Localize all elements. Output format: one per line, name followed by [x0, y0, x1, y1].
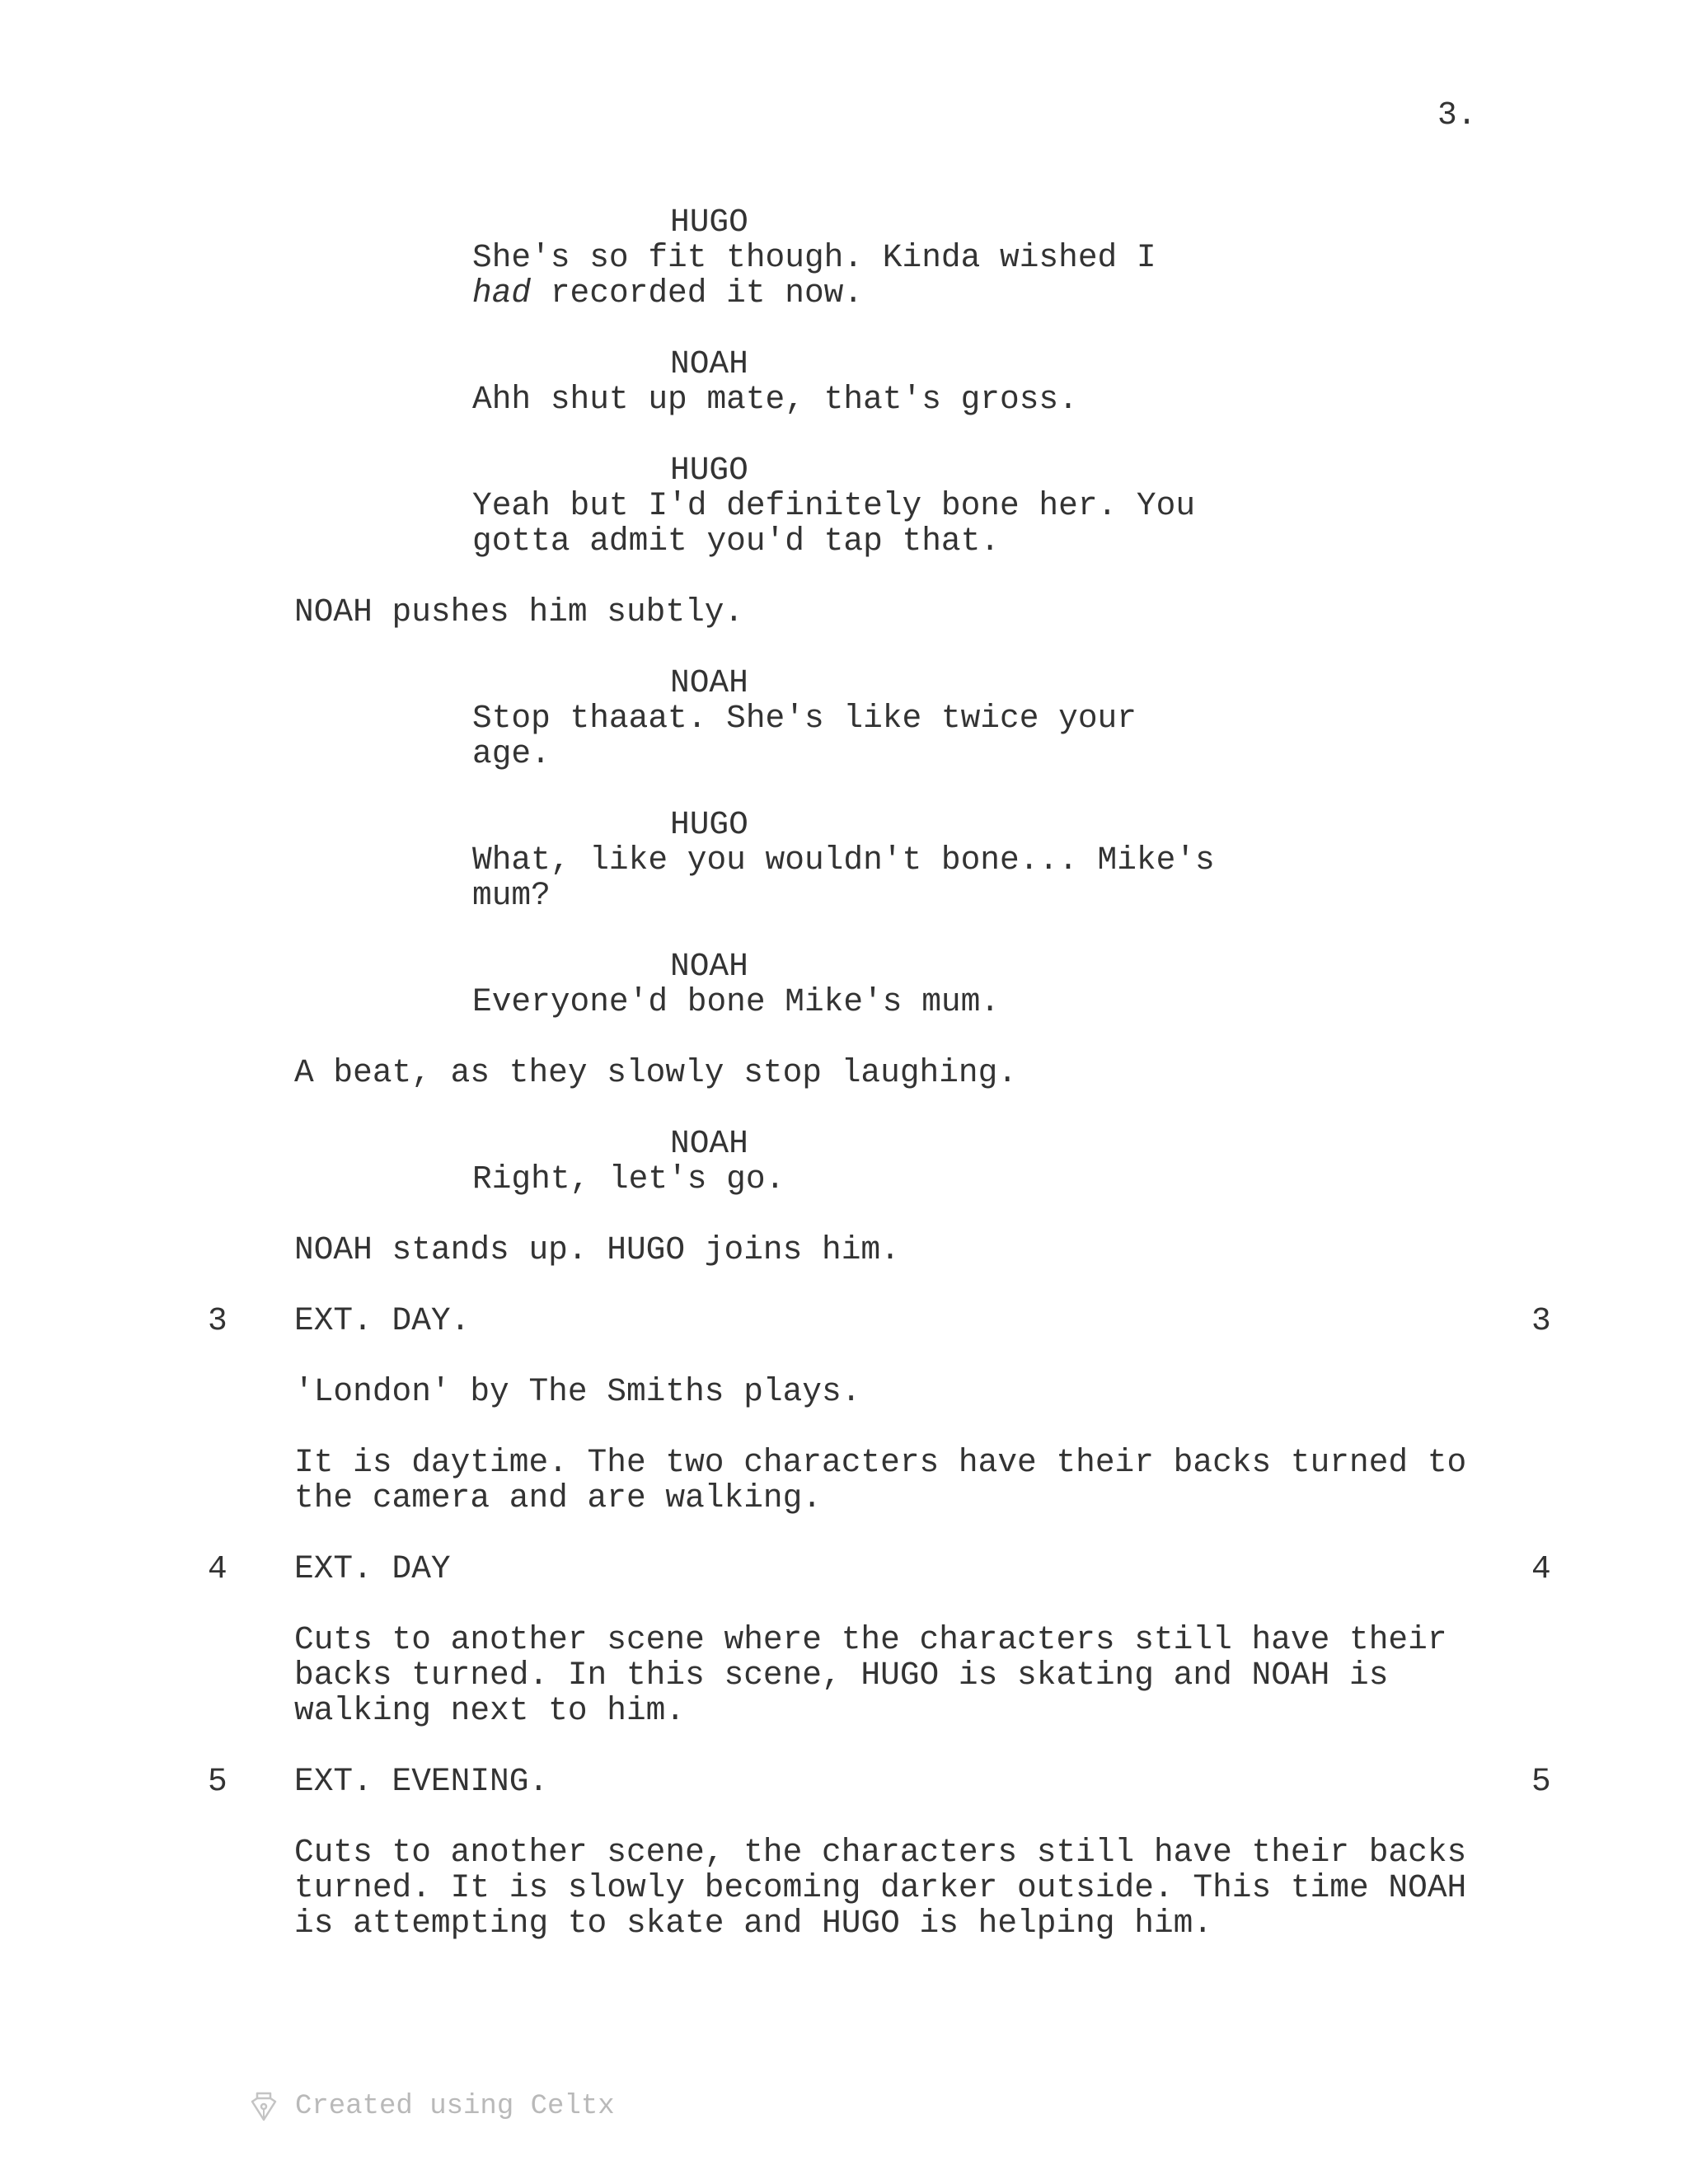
dialogue-line: Ahh shut up mate, that's gross. — [472, 381, 1078, 418]
action-line: turned. It is slowly becoming darker outside. This time NOAH — [294, 1869, 1467, 1906]
scene-heading: EXT. DAY — [294, 1550, 451, 1587]
character-name: NOAH — [670, 948, 748, 985]
action-line: 'London' by The Smiths plays. — [294, 1373, 861, 1410]
character-name: HUGO — [670, 452, 748, 489]
action-line: Cuts to another scene where the characters still have their — [294, 1621, 1447, 1658]
action-line: backs turned. In this scene, HUGO is skating and NOAH is — [294, 1657, 1389, 1694]
action-line: Cuts to another scene, the characters still have their backs — [294, 1834, 1467, 1871]
dialogue-text: recorded it now. — [531, 274, 864, 312]
dialogue-line: What, like you wouldn't bone... Mike's — [472, 841, 1215, 879]
dialogue-emphasis: had — [472, 274, 532, 312]
page-number: 3. — [1437, 96, 1477, 134]
dialogue-line: gotta admit you'd tap that. — [472, 523, 1001, 560]
action-line: A beat, as they slowly stop laughing. — [294, 1054, 1018, 1091]
character-name: NOAH — [670, 345, 748, 382]
action-line: NOAH stands up. HUGO joins him. — [294, 1231, 900, 1268]
dialogue-line: Everyone'd bone Mike's mum. — [472, 983, 1001, 1020]
scene-number-right: 5 — [1531, 1763, 1551, 1800]
celtx-pen-icon — [247, 2090, 280, 2123]
dialogue-line: Stop thaaat. She's like twice your — [472, 700, 1137, 737]
scene-heading: EXT. DAY. — [294, 1302, 471, 1339]
scene-number-left: 5 — [208, 1763, 227, 1800]
dialogue-line: Right, let's go. — [472, 1160, 785, 1197]
scene-number-left: 4 — [208, 1550, 227, 1587]
scene-number-left: 3 — [208, 1302, 227, 1339]
dialogue-line: She's so fit though. Kinda wished I — [472, 239, 1156, 276]
footer-text: Created using Celtx — [295, 2091, 615, 2122]
character-name: NOAH — [670, 664, 748, 701]
celtx-footer — [247, 2090, 615, 2123]
dialogue-line: age. — [472, 735, 551, 772]
scene-number-right: 4 — [1531, 1550, 1551, 1587]
action-line: NOAH pushes him subtly. — [294, 593, 744, 630]
character-name: HUGO — [670, 204, 748, 241]
dialogue-line: mum? — [472, 877, 551, 914]
dialogue-line — [472, 275, 863, 311]
action-line: is attempting to skate and HUGO is helping him. — [294, 1905, 1213, 1942]
character-name: HUGO — [670, 806, 748, 843]
scene-number-right: 3 — [1531, 1302, 1551, 1339]
action-line: walking next to him. — [294, 1692, 686, 1729]
dialogue-line: Yeah but I'd definitely bone her. You — [472, 487, 1196, 524]
action-line: It is daytime. The two characters have their backs turned to — [294, 1444, 1467, 1481]
character-name: NOAH — [670, 1125, 748, 1162]
scene-heading: EXT. EVENING. — [294, 1763, 549, 1800]
action-line: the camera and are walking. — [294, 1479, 823, 1516]
